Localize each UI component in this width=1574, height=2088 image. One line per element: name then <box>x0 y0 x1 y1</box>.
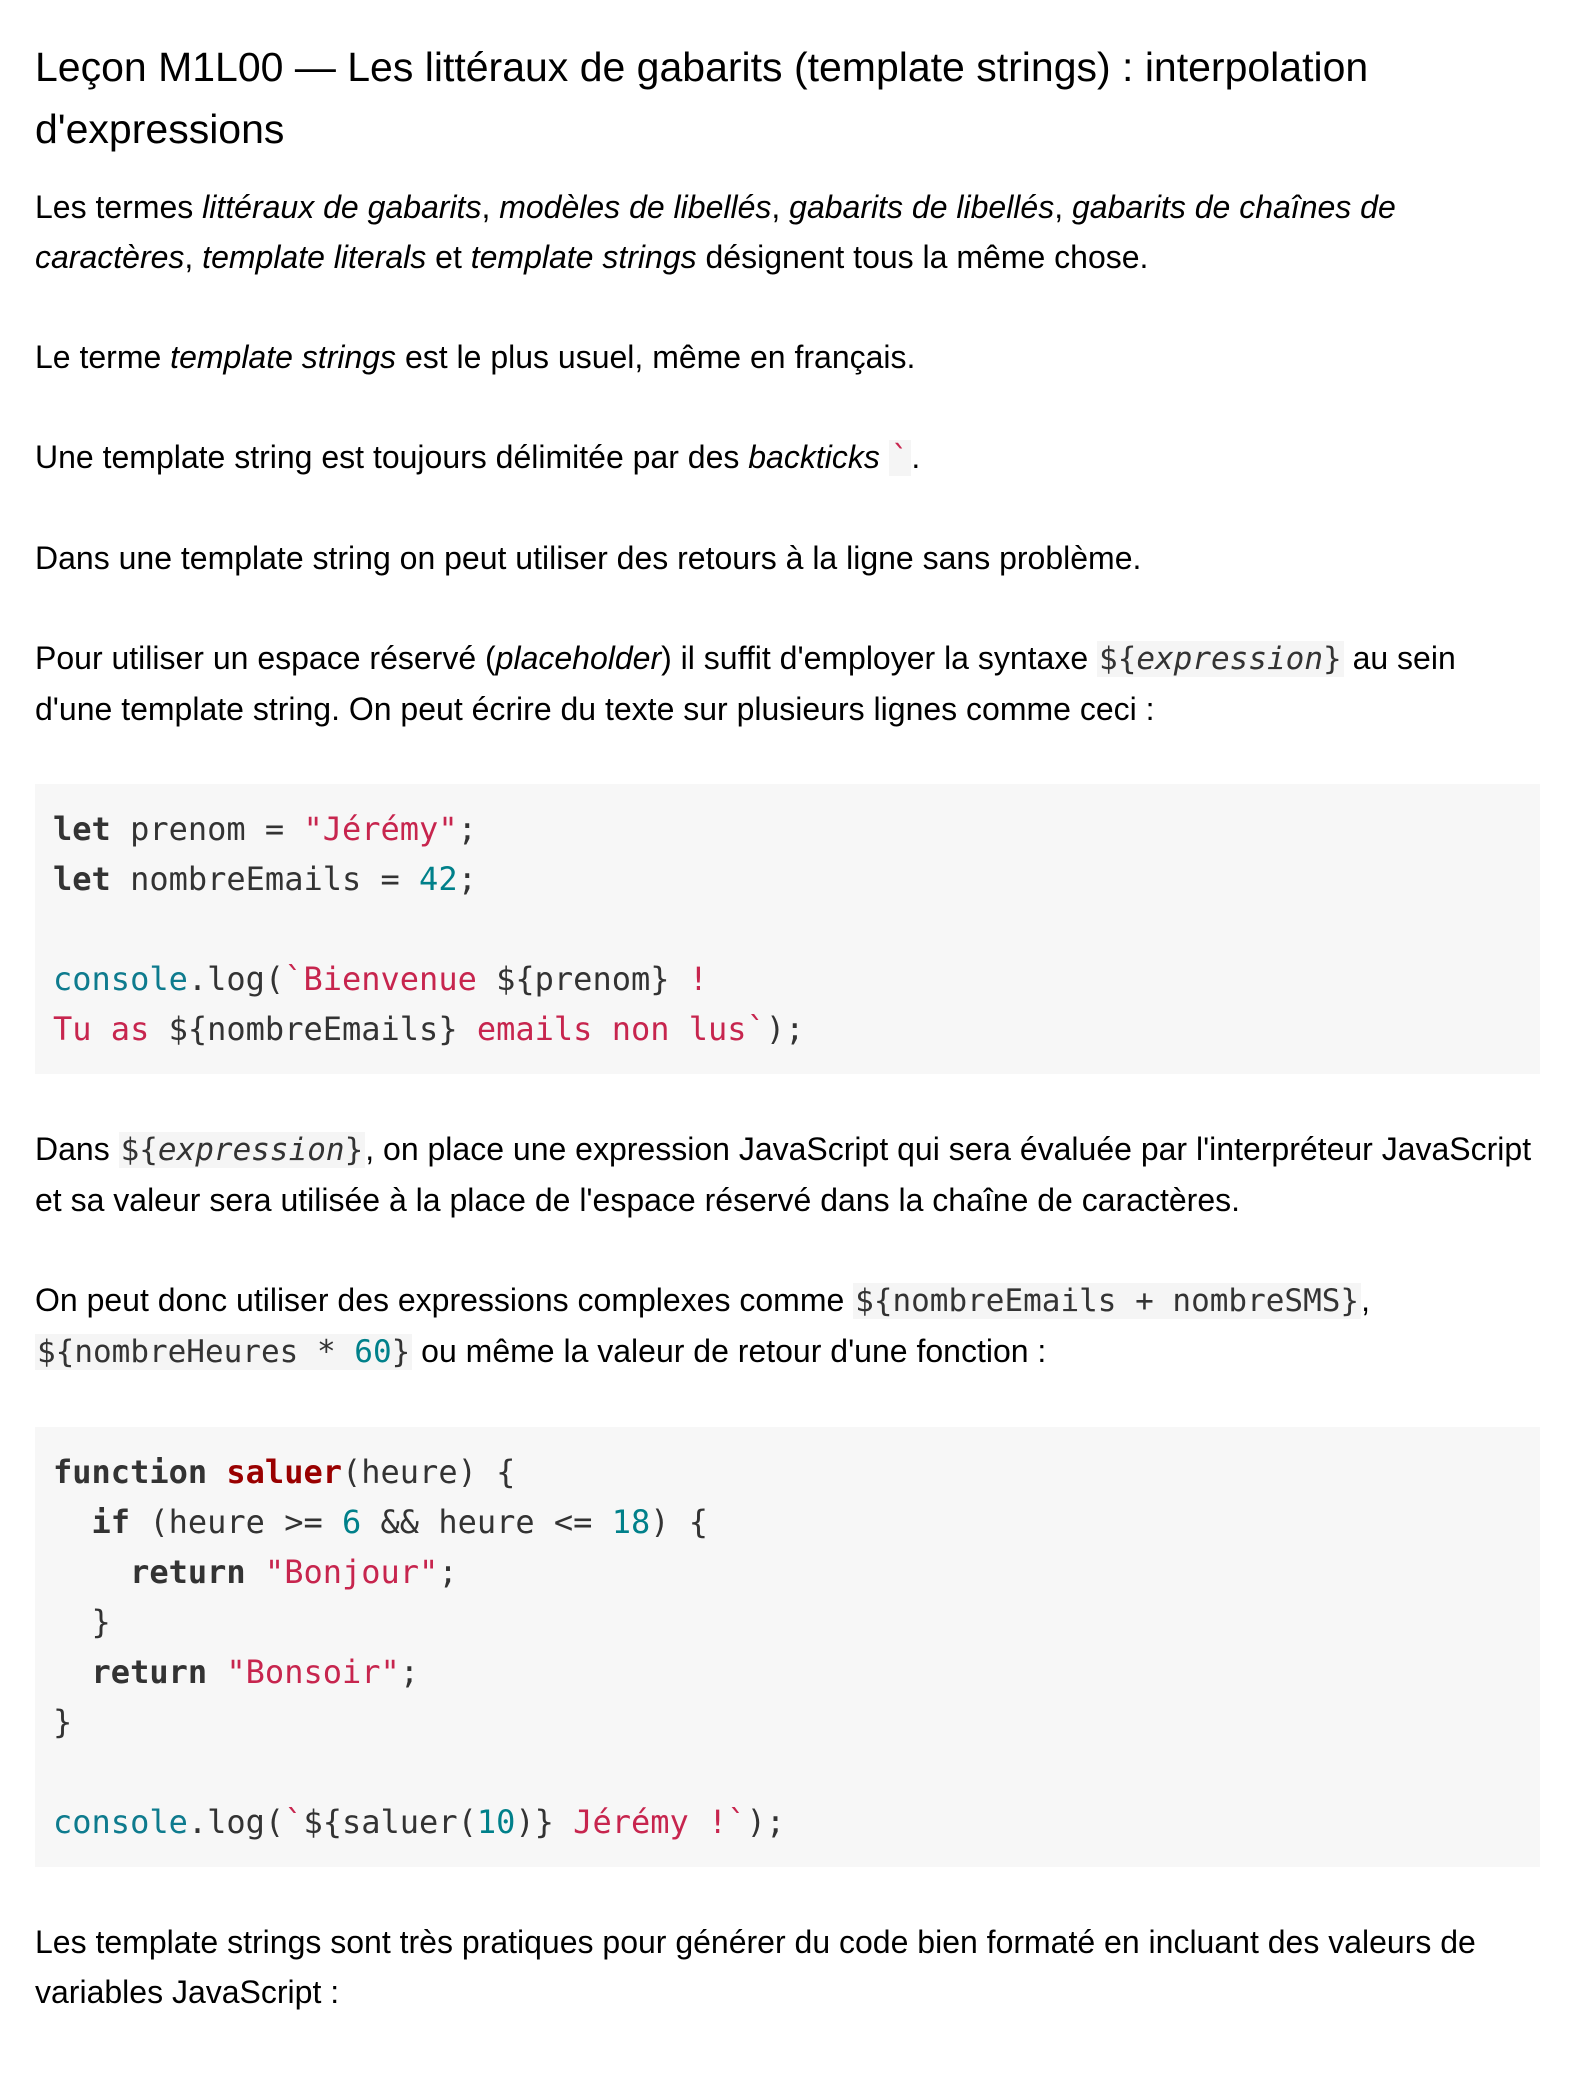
text: , <box>1361 1282 1370 1318</box>
text: On peut donc utiliser des expressions complexes comme <box>35 1282 854 1318</box>
number: 18 <box>611 1503 651 1541</box>
interpolation: )} <box>515 1803 554 1841</box>
string: Jérémy !` <box>553 1803 747 1841</box>
text: ) il suffit d'employer la syntaxe <box>661 640 1098 676</box>
code-token: .log( <box>187 960 285 998</box>
term: template strings <box>470 239 697 275</box>
code-token <box>246 1553 265 1591</box>
code-token: expression <box>1136 641 1323 677</box>
code-line <box>53 1004 1522 1054</box>
code-token: ; <box>399 1653 420 1691</box>
code-token: && heure <= <box>361 1503 612 1541</box>
text: Les termes <box>35 189 203 225</box>
paragraph-formatting <box>35 1917 1540 2017</box>
code-token <box>207 1653 226 1691</box>
text: Le terme <box>35 339 171 375</box>
text: , on place une expression JavaScript qui sera évaluée par l'interpréteur JavaScript et sa valeur sera utilisée à la place de l'espace réservé dans la chaîne de caractères. <box>35 1131 1532 1218</box>
text: est le plus usuel, même en français. <box>396 339 916 375</box>
indent <box>53 1503 92 1541</box>
number: 60 <box>354 1334 392 1370</box>
code-line <box>53 1547 1522 1597</box>
code-token: prenom = <box>110 810 304 848</box>
term: gabarits de libellés <box>789 189 1055 225</box>
string: Tu as <box>53 1010 169 1048</box>
text: Pour utiliser un espace réservé ( <box>35 640 496 676</box>
code-token: } <box>344 1132 364 1168</box>
text: , <box>1054 189 1072 225</box>
number: 42 <box>419 860 458 898</box>
string: `Bienvenue <box>284 960 497 998</box>
indent <box>53 1553 130 1591</box>
code-line-empty <box>53 1747 1522 1797</box>
code-token: } <box>391 1334 411 1370</box>
keyword: function <box>53 1453 208 1491</box>
code-line-empty <box>53 904 1522 954</box>
code-token: ); <box>765 1010 805 1048</box>
code-token: expression <box>157 1132 345 1168</box>
paragraph-backticks <box>35 432 1540 483</box>
interpolation: ${nombreEmails} <box>168 1010 458 1048</box>
code-token: ${ <box>120 1132 158 1168</box>
string: ! <box>669 960 709 998</box>
text: , <box>481 189 500 225</box>
interpolation: ${saluer( <box>303 1803 477 1841</box>
term: template literals <box>202 239 427 275</box>
string: "Bonsoir" <box>226 1653 400 1691</box>
text: Dans une template string on peut utiliser des retours à la ligne sans problème. <box>35 540 1142 576</box>
text: Dans <box>35 1131 119 1167</box>
term: template strings <box>170 339 397 375</box>
code-line <box>53 1497 1522 1547</box>
number: 6 <box>341 1503 362 1541</box>
paragraph-terms <box>35 182 1540 282</box>
code-line <box>53 1797 1522 1847</box>
code-token: (heure) { <box>341 1453 516 1491</box>
code-line: } <box>53 1603 111 1641</box>
code-token <box>207 1453 226 1491</box>
interpolation: ${prenom} <box>496 960 670 998</box>
paragraph-expression <box>35 1124 1540 1225</box>
string: "Bonjour" <box>264 1553 439 1591</box>
builtin: console <box>53 960 188 998</box>
term: gabarits de chaînes de caractères <box>35 189 1396 275</box>
inline-code-backtick <box>889 440 912 476</box>
lesson-page <box>35 36 1540 2067</box>
code-token: ) { <box>650 1503 709 1541</box>
term: modèles de libellés <box>499 189 772 225</box>
code-line <box>53 804 1522 854</box>
inline-code-multiply <box>35 1334 412 1370</box>
code-line <box>53 1647 1522 1697</box>
code-token: ${ <box>1099 641 1137 677</box>
code-token: (heure >= <box>130 1503 342 1541</box>
code-token: .log( <box>187 1803 285 1841</box>
keyword: return <box>130 1553 246 1591</box>
term: placeholder <box>495 640 662 676</box>
code-block-saluer <box>35 1427 1540 1867</box>
function-name: saluer <box>226 1453 342 1491</box>
text <box>880 439 889 475</box>
code-line <box>53 854 1522 904</box>
code-line <box>53 954 1522 1004</box>
code-token: ${nombreHeures * <box>37 1334 355 1370</box>
text: au sein d'une template string. On peut écrire du texte sur plusieurs lignes comme ceci : <box>35 640 1456 727</box>
code-line <box>53 1447 1522 1497</box>
code-token: } <box>1323 641 1342 677</box>
code-token: ; <box>457 860 477 898</box>
text: Les template strings sont très pratiques pour générer du code bien formaté en incluant des valeurs de variables JavaScript : <box>35 1924 1476 2010</box>
term: backticks <box>748 439 880 475</box>
text: Une template string est toujours délimitée par des <box>35 439 749 475</box>
code-line: } <box>53 1703 73 1741</box>
string: ` <box>284 1803 304 1841</box>
keyword: return <box>91 1653 208 1691</box>
text: et <box>426 239 471 275</box>
paragraph-placeholder <box>35 633 1540 734</box>
inline-code-sum: ${nombreEmails + nombreSMS} <box>855 1283 1360 1319</box>
keyword: if <box>91 1503 131 1541</box>
code-block-welcome <box>35 784 1540 1074</box>
inline-code-expression <box>1097 641 1344 677</box>
code-token: ; <box>438 1553 458 1591</box>
number: 10 <box>476 1803 516 1841</box>
paragraph-newlines <box>35 533 1540 583</box>
page-title: Leçon M1L00 — Les littéraux de gabarits (template strings) : interpolation d'expressions <box>35 44 1369 152</box>
paragraph-usual-term <box>35 332 1540 382</box>
keyword: let <box>53 860 111 898</box>
text: , <box>771 189 790 225</box>
text: . <box>911 439 921 475</box>
keyword: let <box>53 810 111 848</box>
code-token: nombreEmails = <box>110 860 420 898</box>
text: , <box>184 239 203 275</box>
code-token: ; <box>457 810 477 848</box>
paragraph-complex-expressions <box>35 1275 1540 1377</box>
string: "Jérémy" <box>303 810 458 848</box>
inline-code-expression <box>119 1132 366 1168</box>
code-token: ); <box>746 1803 786 1841</box>
builtin: console <box>53 1803 188 1841</box>
indent <box>53 1653 92 1691</box>
term: littéraux de gabarits <box>202 189 482 225</box>
text: ou même la valeur de retour d'une fonction : <box>412 1333 1047 1369</box>
backtick-char: ` <box>890 440 910 476</box>
string: emails non lus` <box>457 1010 766 1048</box>
text: désignent tous la même chose. <box>696 239 1149 275</box>
